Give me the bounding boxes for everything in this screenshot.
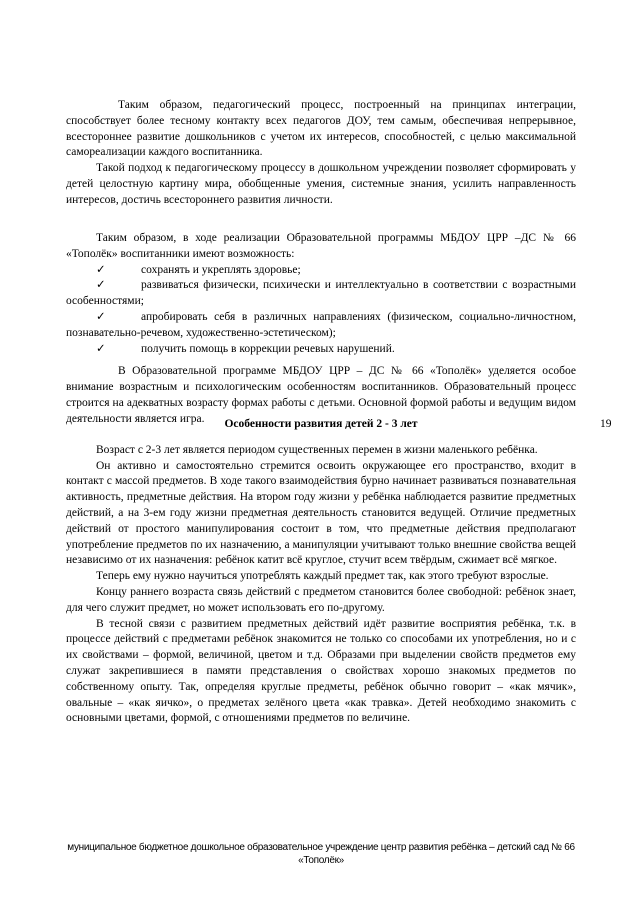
section-heading: Особенности развития детей 2 - 3 лет (224, 418, 418, 430)
checkmark-icon: ✓ (96, 263, 106, 276)
footer-line: муниципальное бюджетное дошкольное образовательное учреждение центр развития ребёнка – детский сад № 66 (67, 842, 575, 853)
checkmark-icon: ✓ (96, 342, 106, 355)
list-item (66, 342, 576, 358)
paragraph: Таким образом, педагогический процесс, построенный на принципах интеграции, способствует более тесному контакту всех педагогов ДОУ, тем самым, обеспечивая непрерывное, всестороннее развитие дошкольников с учетом их интересов, способностей, с целью максимальной самореализации каждого воспитанника. (66, 99, 576, 159)
section-development (66, 417, 576, 727)
page-footer (66, 841, 576, 867)
paragraph: В Образовательной программе МБДОУ ЦРР – ДС № 66 «Тополёк» уделяется особое внимание возрастным и психологическим особенностям воспитанников. Образовательный процесс строится на адекватных возрасту формах работы с детьми. Основной формой работы и ведущим видом деятельности является игра. (66, 365, 576, 425)
section-opportunities (66, 231, 576, 428)
paragraph: Таким образом, в ходе реализации Образовательной программы МБДОУ ЦРР –ДС № 66 «Тополёк» воспитанники имеют возможность: (66, 232, 576, 260)
footer-line: «Тополёк» (298, 855, 344, 866)
list-item-text: развиваться физически, психически и интеллектуально в соответствии с возрастными особенностями; (66, 279, 576, 308)
checkmark-icon: ✓ (96, 310, 106, 323)
paragraph: Концу раннего возраста связь действий с предметом становится более свободной: ребёнок знает, для чего служит предмет, но может использовать его по-другому. (66, 585, 576, 614)
section-integration (66, 98, 576, 209)
page-number: 19 (600, 418, 612, 430)
list-item-text: апробировать себя в различных направлениях (физическом, социально-личностном, познавательно-речевом, художественно-эстетическом); (66, 310, 576, 339)
list-item-text: сохранять и укреплять здоровье; (141, 263, 301, 276)
checkmark-icon: ✓ (96, 279, 106, 292)
list-item (66, 263, 576, 279)
list-item (66, 310, 576, 342)
list-item (66, 278, 576, 310)
paragraph: Он активно и самостоятельно стремится освоить окружающее его пространство, входит в контакт с массой предметов. В ходе такого взаимодействия бурно начинает развиваться познавательная активность, предметные действия. На втором году жизни у ребёнка наблюдается развитие предметных действий, а на 3-ем году жизни предметная деятельность становится ведущей. Отличие предметных действий от простого манипулирования состоит в том, что предметные действия предполагают употребление предметов по их назначению, а манипуляции учитывают только внешние свойства вещей независимо от их назначения: ребёнок катит всё круглое, стучит всем твёрдым, сжимает всё мягкое. (66, 459, 576, 567)
paragraph: Теперь ему нужно научиться употреблять каждый предмет так, как этого требуют взрослые. (96, 570, 549, 583)
list-item-text: получить помощь в коррекции речевых нарушений. (141, 342, 395, 355)
paragraph: Такой подход к педагогическому процессу в дошкольном учреждении позволяет сформировать у детей целостную картину мира, обобщенные умения, системные знания, усилить направленность интересов, достичь всестороннего развития личности. (66, 162, 576, 206)
paragraph: Возраст с 2-3 лет является периодом существенных перемен в жизни маленького ребёнка. (96, 443, 538, 456)
paragraph: В тесной связи с развитием предметных действий идёт развитие восприятия ребёнка, т.к. в процессе действий с предметами ребёнок знакомится не только со способами их употребления, но и с их свойствами – формой, величиной, цветом и т.д. Образами при выделении свойств предметов ему служат закрепившиеся в памяти представления о свойствах хорошо знакомых предметов по собственному опыту. Так, определяя круглые предметы, ребёнок обычно говорит – «как мячик», овальные – «как яичко», о предметах зелёного цвета «как травка». Детей необходимо знакомить с основными цветами, формой, с отношениями предметов по величине. (66, 617, 576, 725)
